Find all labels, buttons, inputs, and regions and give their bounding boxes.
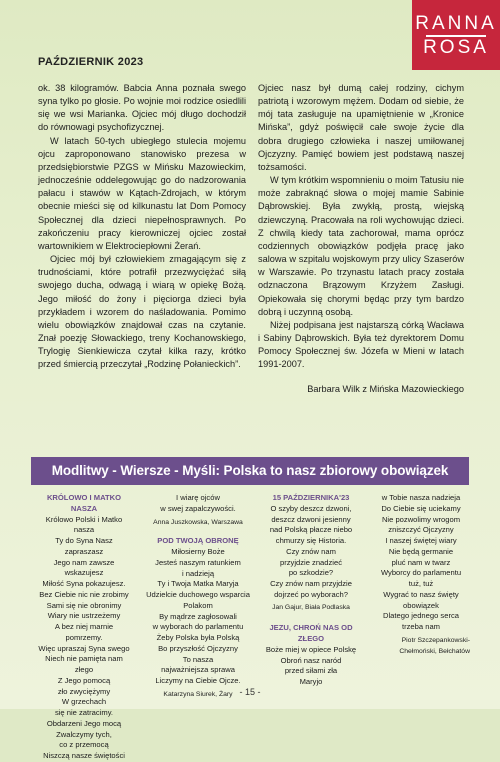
poem-line: Liczymy na Ciebie Ojcze. <box>155 676 241 685</box>
page-number: - 15 - <box>239 687 261 697</box>
poem-lines <box>36 515 132 762</box>
article-paragraph: Niżej podpisana jest najstarszą córką Wacława i Sabiny Dąbrowskich. Była też dyrektorem Domu Pomocy Społecznej św. Józefa w Mieni w latach 1991-2007. <box>258 319 464 370</box>
poem-line: A bez niej marnie pomrzemy. <box>54 622 114 642</box>
poem-line: Do Ciebie się uciekamy <box>381 503 461 513</box>
poem-line: Udzielcie duchowego wsparcia <box>146 590 250 599</box>
poem-line: Wygrać to nasz święty <box>383 589 459 599</box>
article-paragraph: Ojciec mój był człowiekiem zmagającym się z trudnościami, które potrafił przezwyciężać siłą swojego ducha, odwagą i wiarą w opiekę Bożą. Jego miłość do żony i pięciorga dzieci była przykładem i wzorem do naśladowania. Pomimo wielu obowiązków znajdował czas na czytanie. Znał poezję Słowackiego, treny Kochanowskiego, Trylogię Sienkiewicza czytał kilka razy, krótko przed śmiercią przeczytał „Rodzinę Połanieckich”. <box>38 254 246 370</box>
poem-author: Katarzyna Siurek, Żary <box>163 690 233 698</box>
poem-line: Zwalczymy tych, <box>56 729 112 739</box>
poem-line: Czy znów nam przyjdzie <box>270 579 352 588</box>
poem-line: Niech nie pamięta nam złego <box>45 654 123 674</box>
poem-column-2 <box>138 493 258 701</box>
poem-line: To nasza <box>182 654 214 664</box>
poem-line: Jesteś naszym ratunkiem <box>155 557 241 567</box>
poem-line: Nie będą germanie <box>388 546 454 556</box>
poem-line: trzeba nam <box>402 622 440 631</box>
poem-line: chmurzy się Historia. <box>275 536 347 545</box>
poem-line: Czy znów nam <box>286 546 336 556</box>
poem-line: nad Polską płacze niebo <box>269 525 353 535</box>
issue-date: PAŹDZIERNIK 2023 <box>38 56 144 68</box>
poem-line: Polakom <box>183 600 213 610</box>
poem-line: Obdarzeni Jego mocą <box>46 718 122 728</box>
poem-author: Jan Gajur, Biała Podlaska <box>272 603 350 611</box>
poem-line: i nadzieją <box>181 568 215 578</box>
poem-line: pluć nam w twarz <box>391 557 451 567</box>
poem-title: KRÓLOWO I MATKO NASZA <box>46 493 122 513</box>
poem-line: Bo przyszłość Ojczyzny <box>158 643 238 653</box>
poem-line: Dlatego jednego serca <box>383 611 459 621</box>
poem-line: zniszczyć Ojczyzny <box>388 525 454 535</box>
poem-line: deszcz dzwoni jesienny <box>271 514 351 524</box>
poem-line: Niszczą nasze świętości <box>43 751 125 760</box>
article-paragraph: Ojciec nasz był dumą całej rodziny, cichym patriotą i wzorowym mężem. Dodam od siebie, że mój tata zasługuje na upamiętnienie w „Kronice Mińska”, gdyż poświęcił całe swoje życie dla dobra drugiego człowieka i naszej umiłowanej Ojczyzny. Pamięć bowiem jest podstawą naszej tożsamości. <box>258 83 464 172</box>
logo-line-2: ROSA <box>423 37 489 58</box>
poem-line: tuż, tuż <box>408 579 434 588</box>
poem-title: POD TWOJĄ OBRONĘ <box>157 536 239 546</box>
poem-line: się nie zatracimy. <box>54 708 114 717</box>
poem-line: Ty do Syna Nasz zapraszasz <box>55 536 113 556</box>
poem-line: O szyby deszcz dzwoni, <box>270 503 352 513</box>
poem-line: Żeby Polska była Polską <box>156 633 240 642</box>
section-banner-title: Modlitwy - Wiersze - Myśli: Polska to nasz zbiorowy obowiązek <box>51 463 449 478</box>
poem-line: Wiary nie ustrzeżemy <box>47 611 121 621</box>
poem-line: przyjdzie znadzieć <box>279 557 343 567</box>
poem-line: W grzechach <box>61 697 107 707</box>
article-paragraph: W tym krótkim wspomnieniu o moim Tatusiu nie może zabraknąć słowa o mojej mamie Sabinie Dąbrowskiej. Była zwykłą, prostą, wiejską dziewczyną. Pracowała na roli wychowując dzieci. Z chwilą kiedy tata zachorował, mama oprócz codziennych obowiązków podjęła pracę jako salowa w szpitalu wojskowym przy ulicy Szaserów w Warszawie. Po trzynastu latach pracy została odznaczona Brązowym Krzyżem Zasługi. Opiekowała się chorymi będąc przy tym bardzo dobrą i uczynną osobą. <box>258 175 464 317</box>
poem-line: Boże miej w opiece Polskę <box>265 644 357 654</box>
poem-line: Nie pozwolimy wrogom <box>381 514 461 524</box>
poem-line: Wyborcy do parlamentu <box>380 568 462 578</box>
poem-author: Piotr Szczepankowski-Chełmoński, Bełchatów <box>399 636 470 655</box>
poem-lines <box>138 493 258 515</box>
poem-column-3 <box>258 493 364 688</box>
poem-line: w wyborach do parlamentu <box>152 622 244 632</box>
article-paragraph: W latach 50-tych ubiegłego stulecia mojemu ojcu zaproponowano stanowisko prezesa w przedsiębiorstwie PZGS w Mińsku Mazowieckim, jednocześnie oddelegowując go do nadzorowania pałacu i stawów w Kątach-Zdrojach, w którym obecnie mieści się od kilkunastu lat Dom Pomocy Społecznej dla dzieci niepełnosprawnych. Po zakończeniu pracy kierowniczej ojciec został wartownikiem w Elektrociepłowni Żerań. <box>38 135 246 251</box>
poem-line: przed siłami zła <box>284 666 338 676</box>
poem-title: 15 PAŹDZIERNIKA'23 <box>272 493 350 502</box>
poem-line: Jego nam zawsze wskazujesz <box>53 557 115 578</box>
poem-line: Z Jego pomocą <box>57 675 111 685</box>
poem-line: Sami się nie obronimy <box>46 600 122 610</box>
poem-line: dojrzeć po wyborach? <box>274 589 348 599</box>
poem-line: Bez Ciebie nic nie zrobimy <box>39 589 129 599</box>
poem-line: zło zwyciężymy <box>57 686 111 696</box>
poem-line: Królowo Polski i Matko nasza <box>45 514 123 535</box>
poem-line: Ty i Twoja Matka Maryja <box>157 579 239 589</box>
poem-line: po szkodzie? <box>288 568 334 578</box>
article-paragraph: ok. 38 kilogramów. Babcia Anna poznała swego syna tylko po głosie. Po wojnie moi rodzice osiedlili się we wsi Marianka. Ojciec mój długo dochodził do równowagi psychofizycznej. <box>38 83 246 133</box>
poem-lines <box>258 645 364 688</box>
logo-line-1: RANNA <box>415 13 497 34</box>
poem-column-4 <box>372 493 470 657</box>
poem-line: Miłosierny Boże <box>171 547 225 556</box>
poem-title: JEZU, CHROŃ NAS OD ZŁEGO <box>269 623 353 643</box>
poem-line: w swej zapalczywości. <box>160 503 236 513</box>
poem-line: w Tobie nasza nadzieja <box>381 493 461 502</box>
poem-lines <box>258 504 364 601</box>
poem-lines <box>372 493 470 633</box>
magazine-logo <box>412 0 500 70</box>
poem-line: I wiarę ojców <box>176 493 220 502</box>
poem-line: Maryjo <box>299 677 323 686</box>
poem-line: obowiązek <box>403 600 439 610</box>
poem-line: Więc upraszaj Syna swego <box>38 643 130 653</box>
poem-line: I naszej świętej wiary <box>385 536 457 545</box>
section-banner <box>31 457 469 485</box>
poem-line: By mądrze zagłosowali <box>159 611 237 621</box>
poem-lines <box>138 547 258 687</box>
poem-line: Obroń nasz naród <box>280 655 342 665</box>
poem-column-1 <box>36 493 132 762</box>
article-column-left <box>38 82 246 371</box>
poem-line: najważniejsza sprawa <box>161 665 235 675</box>
poem-line: co z przemocą <box>59 740 109 750</box>
poem-line: Miłość Syna pokazujesz. <box>42 579 126 588</box>
article-signature: Barbara Wilk z Mińska Mazowieckiego <box>307 384 464 395</box>
article-column-right <box>258 82 464 397</box>
poem-author: Anna Juszkowska, Warszawa <box>153 518 243 526</box>
